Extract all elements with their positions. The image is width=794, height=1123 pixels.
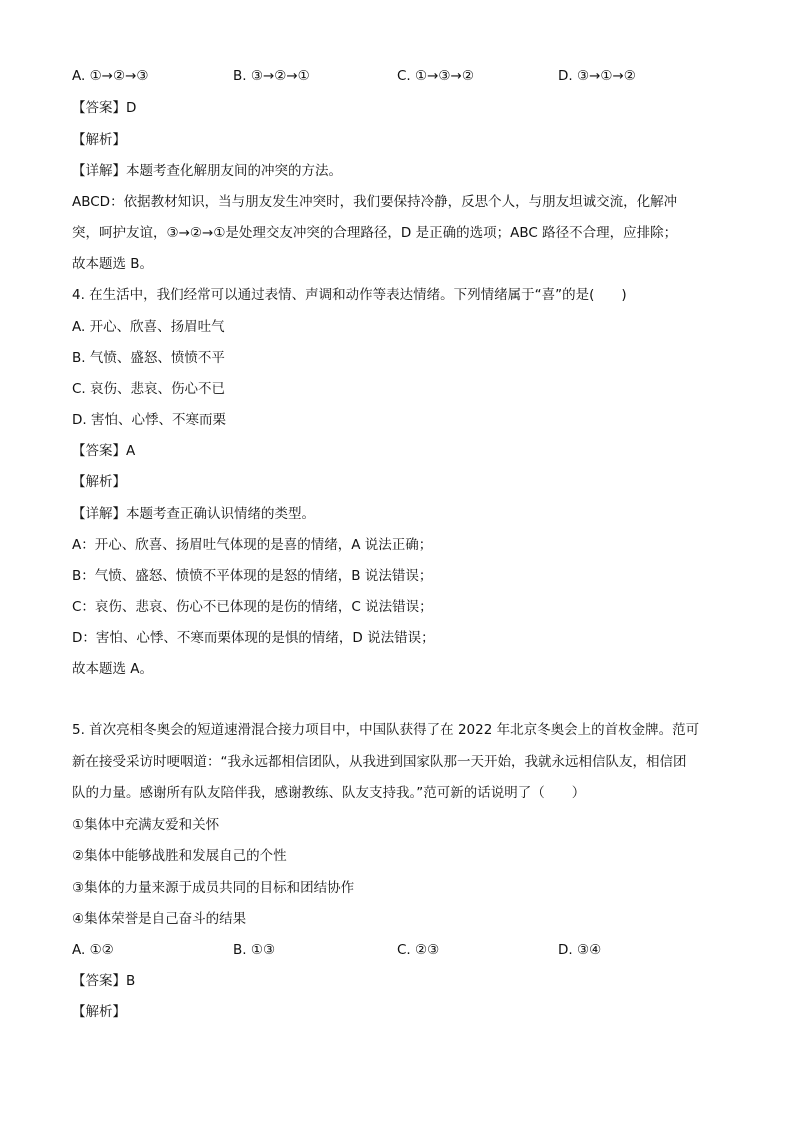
q5-answer: 【答案】B: [72, 973, 136, 989]
q3-analysis-label: 【解析】: [72, 132, 126, 148]
q4-analysis-label: 【解析】: [72, 474, 126, 490]
q4-explain-line-3: C：哀伤、悲哀、伤心不已体现的是伤的情绪，C 说法错误；: [72, 599, 433, 615]
q3-explain-line-2: 突，呵护友谊，③→②→①是处理交友冲突的合理路径，D 是正确的选项；ABC 路径不合理，应排除；: [72, 225, 678, 241]
q4-answer: 【答案】A: [72, 443, 136, 459]
q5-option-b: B. ①③: [233, 942, 276, 958]
q3-option-c: C. ①→③→②: [397, 68, 474, 84]
q3-detail: 【详解】本题考查化解朋友间的冲突的方法。: [72, 163, 342, 179]
q5-statement-3: ③集体的力量来源于成员共同的目标和团结协作: [72, 880, 355, 896]
q3-option-a: A. ①→②→③: [72, 68, 149, 84]
q3-explain-line-1: ABCD：依据教材知识，当与朋友发生冲突时，我们要保持冷静，反思个人，与朋友坦诚交流，化解冲: [72, 194, 678, 210]
q4-explain-line-1: A：开心、欣喜、扬眉吐气体现的是喜的情绪，A 说法正确；: [72, 537, 433, 553]
q4-option-c: C. 哀伤、悲哀、伤心不已: [72, 381, 226, 397]
q5-stem-line-2: 新在接受采访时哽咽道：“我永远都相信团队，从我进到国家队那一天开始，我就永远相信队友，相信团: [72, 754, 687, 770]
q5-option-d: D. ③④: [558, 942, 602, 958]
q4-option-b: B. 气愤、盛怒、愤愤不平: [72, 350, 225, 366]
q4-explain-line-4: D：害怕、心悸、不寒而栗体现的是惧的情绪，D 说法错误；: [72, 630, 435, 646]
q5-option-c: C. ②③: [397, 942, 440, 958]
q5-analysis-label: 【解析】: [72, 1004, 126, 1020]
q4-explain-line-5: 故本题选 A。: [72, 661, 154, 677]
q5-option-a: A. ①②: [72, 942, 114, 958]
q4-option-a: A. 开心、欣喜、扬眉吐气: [72, 319, 225, 335]
q5-statement-4: ④集体荣誉是自己奋斗的结果: [72, 911, 247, 927]
q3-option-d: D. ③→①→②: [558, 68, 636, 84]
q5-statement-1: ①集体中充满友爱和关怀: [72, 817, 220, 833]
q5-stem-line-1: 5. 首次亮相冬奥会的短道速滑混合接力项目中，中国队获得了在 2022 年北京冬奥会上的首枚金牌。范可: [72, 722, 700, 738]
q3-option-b: B. ③→②→①: [233, 68, 310, 84]
q5-stem-line-3: 队的力量。感谢所有队友陪伴我，感谢教练、队友支持我。”范可新的话说明了（ ）: [72, 785, 586, 801]
q4-stem: 4. 在生活中，我们经常可以通过表情、声调和动作等表达情绪。下列情绪属于“喜”的是( ): [72, 287, 627, 303]
q5-statement-2: ②集体中能够战胜和发展自己的个性: [72, 848, 287, 864]
q4-option-d: D. 害怕、心悸、不寒而栗: [72, 412, 226, 428]
q4-explain-line-2: B：气愤、盛怒、愤愤不平体现的是怒的情绪，B 说法错误；: [72, 568, 433, 584]
q3-explain-line-3: 故本题选 B。: [72, 256, 154, 272]
q3-answer: 【答案】D: [72, 100, 137, 116]
q4-detail: 【详解】本题考查正确认识情绪的类型。: [72, 506, 315, 522]
